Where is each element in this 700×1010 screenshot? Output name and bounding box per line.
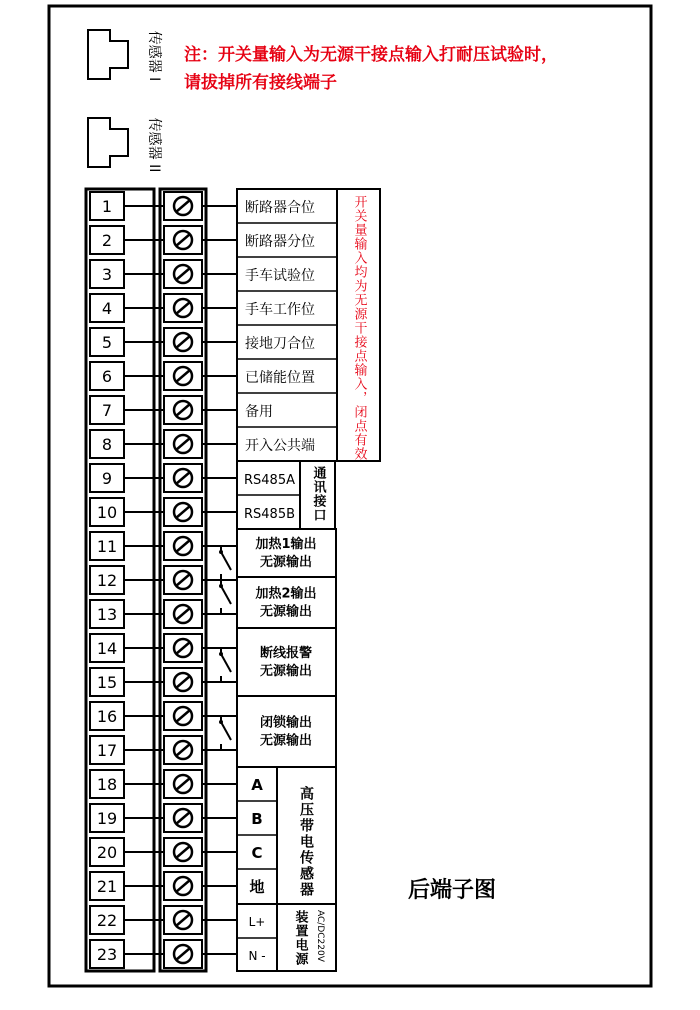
terminal-number: 6 bbox=[101, 367, 113, 386]
terminal-number: 15 bbox=[96, 673, 118, 692]
sensor-group-label: 高压带电传感器 bbox=[298, 786, 314, 898]
terminal-number: 16 bbox=[96, 707, 118, 726]
relay-contact-wire bbox=[212, 676, 221, 682]
sensor-port-label: 传感器 II bbox=[146, 117, 162, 173]
screw-slot bbox=[176, 846, 190, 858]
terminal-number: 3 bbox=[101, 265, 113, 284]
terminal-number: 4 bbox=[101, 299, 113, 318]
relay-output-name: 加热2输出 bbox=[255, 586, 317, 602]
relay-contact-icon bbox=[221, 654, 231, 672]
terminal-number: 5 bbox=[101, 333, 113, 352]
screw-slot bbox=[176, 676, 190, 688]
relay-output-box bbox=[237, 628, 336, 696]
relay-contact-dot bbox=[219, 720, 223, 724]
connector-icon bbox=[88, 118, 128, 167]
screw-slot bbox=[176, 608, 190, 620]
sensor-phase-label: A bbox=[251, 776, 263, 794]
screw-slot bbox=[176, 234, 190, 246]
comm-label: RS485A bbox=[244, 473, 295, 488]
relay-output-type: 无源输出 bbox=[259, 733, 313, 749]
screw-slot bbox=[176, 948, 190, 960]
terminal-number: 22 bbox=[96, 911, 118, 930]
terminal-number: 9 bbox=[101, 469, 113, 488]
terminal-number: 13 bbox=[96, 605, 118, 624]
relay-contact-wire bbox=[212, 608, 221, 614]
outer-frame bbox=[49, 6, 651, 986]
input-label: 备用 bbox=[245, 404, 273, 420]
terminal-number: 20 bbox=[96, 843, 118, 862]
sensor-phase-label: C bbox=[251, 844, 263, 862]
relay-output-name: 断线报警 bbox=[259, 646, 313, 661]
screw-slot bbox=[176, 914, 190, 926]
relay-contact-dot bbox=[219, 550, 223, 554]
screw-slot bbox=[176, 472, 190, 484]
relay-output-name: 闭锁输出 bbox=[259, 715, 313, 731]
input-label: 已储能位置 bbox=[245, 370, 315, 386]
terminal-number: 12 bbox=[96, 571, 118, 590]
screw-slot bbox=[176, 438, 190, 450]
screw-slot bbox=[176, 370, 190, 382]
input-label: 接地刀合位 bbox=[245, 336, 315, 352]
note-line-1: 注：开关量输入为无源干接点输入打耐压试验时， bbox=[184, 45, 558, 65]
screw-slot bbox=[176, 880, 190, 892]
terminal-number: 17 bbox=[96, 741, 118, 760]
terminal-number: 8 bbox=[101, 435, 113, 454]
sensor-port-1 bbox=[88, 30, 163, 81]
terminal-number: 18 bbox=[96, 775, 118, 794]
power-section bbox=[237, 904, 336, 971]
relay-contact-dot bbox=[219, 584, 223, 588]
relay-contact-icon bbox=[221, 586, 231, 604]
relay-output-type: 无源输出 bbox=[259, 664, 313, 679]
screw-slot bbox=[176, 642, 190, 654]
screw-slot bbox=[176, 812, 190, 824]
screw-slot bbox=[176, 302, 190, 314]
diagram-title: 后端子图 bbox=[407, 878, 497, 903]
terminal-number: 14 bbox=[96, 639, 118, 658]
screw-slot bbox=[176, 540, 190, 552]
connector-icon bbox=[88, 30, 128, 79]
input-label: 开入公共端 bbox=[245, 438, 315, 454]
screw-slot bbox=[176, 268, 190, 280]
sensor-port-2 bbox=[88, 118, 163, 173]
relay-output-type: 无源输出 bbox=[259, 555, 313, 570]
relay-output-type: 无源输出 bbox=[259, 604, 313, 620]
sensor-phase-label: 地 bbox=[249, 878, 265, 896]
comm-label: RS485B bbox=[244, 507, 296, 522]
relay-contact-icon bbox=[221, 722, 231, 740]
relay-contact-wire bbox=[212, 744, 221, 750]
terminal-number: 19 bbox=[96, 809, 118, 828]
sensor-section bbox=[237, 767, 336, 904]
input-label: 断路器分位 bbox=[245, 234, 315, 250]
screw-slot bbox=[176, 710, 190, 722]
input-label: 手车工作位 bbox=[245, 302, 315, 318]
input-label: 断路器合位 bbox=[245, 200, 315, 216]
relay-contact-icon bbox=[221, 552, 231, 570]
screw-slot bbox=[176, 574, 190, 586]
power-terminal-label: L+ bbox=[248, 915, 266, 929]
screw-slot bbox=[176, 336, 190, 348]
relay-output-box bbox=[237, 577, 336, 628]
screw-slot bbox=[176, 506, 190, 518]
terminal-number: 7 bbox=[101, 401, 113, 420]
comm-group-label: 通讯接口 bbox=[310, 466, 326, 522]
screw-slot bbox=[176, 744, 190, 756]
screw-slot bbox=[176, 404, 190, 416]
comm-section bbox=[237, 461, 335, 529]
terminal-number: 1 bbox=[101, 197, 113, 216]
power-spec: AC/DC220V bbox=[315, 910, 325, 962]
screw-slot bbox=[176, 778, 190, 790]
power-group-label: 装置电源 bbox=[292, 910, 308, 966]
sensor-phase-label: B bbox=[251, 810, 263, 828]
sensor-port-label: 传感器 I bbox=[146, 30, 162, 82]
input-group-label: 开关量输入均为无源干接点输入，闭点有效 bbox=[351, 195, 367, 461]
terminal-number: 10 bbox=[96, 503, 118, 522]
note-line-2: 请拔掉所有接线端子 bbox=[184, 73, 337, 93]
input-labels-section bbox=[237, 189, 380, 461]
relay-output-box bbox=[237, 696, 336, 767]
power-terminal-label: N - bbox=[248, 949, 266, 963]
terminal-number: 11 bbox=[96, 537, 118, 556]
terminal-number: 23 bbox=[96, 945, 118, 964]
terminal-number: 2 bbox=[101, 231, 113, 250]
input-label: 手车试验位 bbox=[245, 268, 315, 284]
relay-contact-dot bbox=[219, 652, 223, 656]
terminal-number: 21 bbox=[96, 877, 118, 896]
screw-slot bbox=[176, 200, 190, 212]
relay-output-name: 加热1输出 bbox=[255, 537, 317, 552]
